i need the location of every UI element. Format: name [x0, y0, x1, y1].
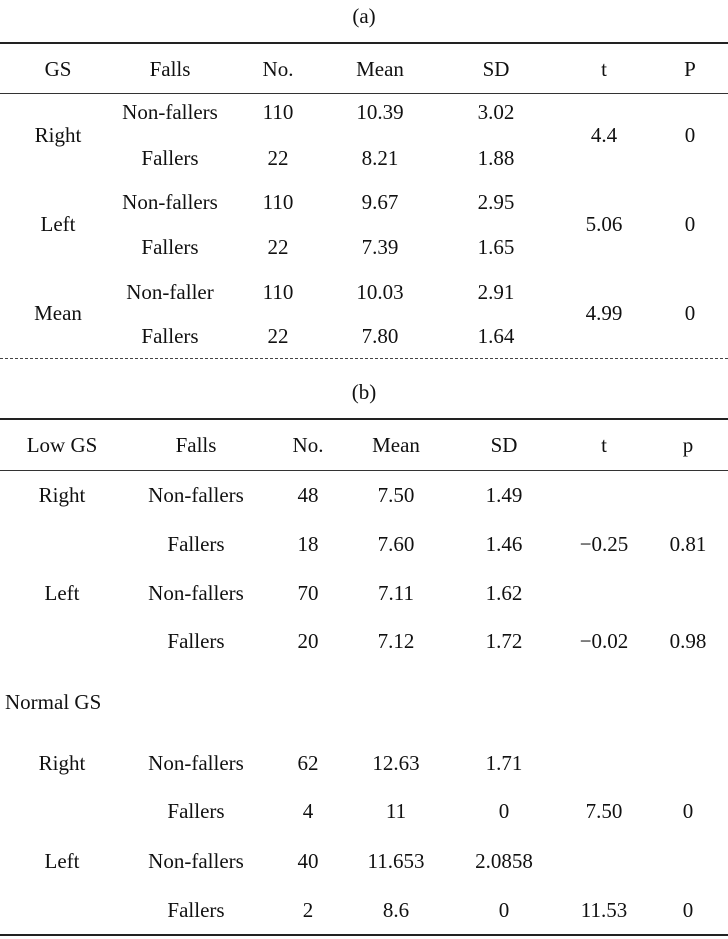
header-p: P: [684, 57, 696, 81]
falls-cell: Fallers: [167, 898, 225, 922]
header-no: No.: [262, 57, 294, 81]
group-label-left: Left: [44, 581, 80, 605]
sd-cell: 3.02: [477, 100, 515, 124]
table-b-caption: (b): [351, 380, 377, 404]
falls-cell: Non-fallers: [148, 751, 244, 775]
mean-cell: 7.39: [361, 235, 399, 259]
header-t: t: [601, 57, 607, 81]
sd-cell: 1.72: [485, 629, 523, 653]
group-label-right: Right: [38, 483, 86, 507]
sd-cell: 1.49: [485, 483, 523, 507]
table-row: [0, 277, 728, 307]
mean-cell: 9.67: [361, 190, 399, 214]
mean-cell: 8.6: [382, 898, 410, 922]
table-row: [0, 626, 728, 656]
t-cell: 11.53: [580, 898, 628, 922]
sd-cell: 2.91: [477, 280, 515, 304]
table-row: [0, 480, 728, 510]
no-cell: 40: [297, 849, 319, 873]
no-cell: 110: [262, 100, 294, 124]
no-cell: 4: [302, 799, 314, 823]
table-a-bottom-rule: [0, 358, 728, 359]
table-a-top-rule: [0, 42, 728, 44]
section-row: [0, 687, 728, 717]
no-cell: 48: [297, 483, 319, 507]
falls-cell: Fallers: [167, 629, 225, 653]
table-b-bottom-rule: [0, 934, 728, 936]
sd-cell: 1.64: [477, 324, 515, 348]
table-b-header-row: [0, 430, 728, 460]
table-a-header-row: [0, 54, 728, 84]
header-p: p: [682, 433, 694, 457]
table-row: [0, 187, 728, 217]
header-sd: SD: [490, 433, 518, 457]
p-value: 0: [684, 212, 696, 236]
mean-cell: 7.60: [377, 532, 415, 556]
no-cell: 20: [297, 629, 319, 653]
table-row: [0, 895, 728, 925]
no-cell: 110: [262, 280, 294, 304]
p-value: 0: [684, 123, 696, 147]
header-falls: Falls: [175, 433, 217, 457]
table-row: [0, 748, 728, 778]
sd-cell: 0: [498, 799, 510, 823]
sd-cell: 1.65: [477, 235, 515, 259]
table-row: [0, 232, 728, 262]
p-value: 0: [684, 301, 696, 325]
table-row: [0, 846, 728, 876]
no-cell: 110: [262, 190, 294, 214]
sd-cell: 2.0858: [475, 849, 533, 873]
group-label-right: Right: [34, 123, 82, 147]
p-cell: 0: [682, 898, 694, 922]
header-falls: Falls: [149, 57, 191, 81]
mean-cell: 11.653: [367, 849, 425, 873]
mean-cell: 11: [385, 799, 407, 823]
no-cell: 22: [267, 146, 289, 170]
t-value: 4.4: [590, 123, 618, 147]
table-row: [0, 529, 728, 559]
p-cell: 0.81: [669, 532, 707, 556]
falls-cell: Fallers: [167, 799, 225, 823]
sd-cell: 2.95: [477, 190, 515, 214]
falls-cell: Non-fallers: [148, 483, 244, 507]
no-cell: 70: [297, 581, 319, 605]
mean-cell: 7.50: [377, 483, 415, 507]
sd-cell: 0: [498, 898, 510, 922]
header-gs: GS: [44, 57, 72, 81]
falls-cell: Fallers: [141, 324, 199, 348]
t-value: 5.06: [585, 212, 623, 236]
group-label-left: Left: [44, 849, 80, 873]
table-b-header-rule: [0, 470, 728, 471]
p-cell: 0: [682, 799, 694, 823]
mean-cell: 10.39: [356, 100, 404, 124]
falls-cell: Non-fallers: [122, 100, 218, 124]
falls-cell: Fallers: [167, 532, 225, 556]
table-row: [0, 143, 728, 173]
sd-cell: 1.71: [485, 751, 523, 775]
header-mean: Mean: [372, 433, 420, 457]
header-sd: SD: [482, 57, 510, 81]
table-row: [0, 97, 728, 127]
mean-cell: 12.63: [372, 751, 420, 775]
header-no: No.: [292, 433, 324, 457]
table-row: [0, 321, 728, 351]
sd-cell: 1.62: [485, 581, 523, 605]
t-value: 4.99: [585, 301, 623, 325]
table-a-caption: (a): [352, 4, 376, 28]
falls-cell: Fallers: [141, 146, 199, 170]
group-label-right: Right: [38, 751, 86, 775]
table-row: [0, 796, 728, 826]
sd-cell: 1.88: [477, 146, 515, 170]
header-t: t: [601, 433, 607, 457]
t-cell: −0.25: [579, 532, 629, 556]
mean-cell: 8.21: [361, 146, 399, 170]
mean-cell: 7.11: [378, 581, 414, 605]
falls-cell: Non-fallers: [122, 190, 218, 214]
header-mean: Mean: [356, 57, 404, 81]
mean-cell: 10.03: [356, 280, 404, 304]
t-cell: 7.50: [585, 799, 623, 823]
no-cell: 18: [297, 532, 319, 556]
table-a-header-rule: [0, 93, 728, 94]
sd-cell: 1.46: [485, 532, 523, 556]
no-cell: 62: [297, 751, 319, 775]
falls-cell: Non-faller: [126, 280, 214, 304]
falls-cell: Non-fallers: [148, 849, 244, 873]
p-cell: 0.98: [669, 629, 707, 653]
no-cell: 22: [267, 324, 289, 348]
falls-cell: Fallers: [141, 235, 199, 259]
table-b-top-rule: [0, 418, 728, 420]
group-label-left: Left: [40, 212, 76, 236]
table-row: [0, 578, 728, 608]
falls-cell: Non-fallers: [148, 581, 244, 605]
no-cell: 2: [302, 898, 314, 922]
t-cell: −0.02: [579, 629, 629, 653]
mean-cell: 7.12: [377, 629, 415, 653]
no-cell: 22: [267, 235, 289, 259]
mean-cell: 7.80: [361, 324, 399, 348]
normal-gs-label: Normal GS: [5, 690, 102, 714]
header-low-gs: Low GS: [26, 433, 98, 457]
group-label-mean: Mean: [34, 301, 82, 325]
